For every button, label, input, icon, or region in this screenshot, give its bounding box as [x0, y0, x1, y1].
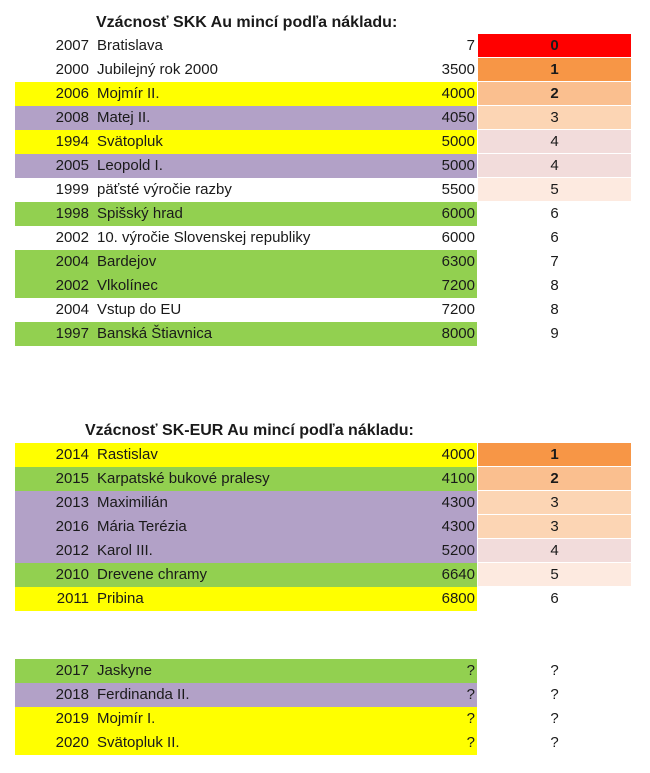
rank-cell: ? — [478, 683, 631, 707]
mintage-cell: 4300 — [441, 494, 475, 511]
table-row — [15, 731, 631, 755]
year-cell: 2020 — [55, 734, 89, 751]
name-cell: Karpatské bukové pralesy — [97, 470, 270, 487]
table-row — [15, 106, 631, 130]
name-cell: Banská Štiavnica — [97, 325, 213, 342]
mintage-cell: 6800 — [441, 590, 475, 607]
name-cell: Ferdinanda II. — [97, 686, 190, 703]
year-cell: 2004 — [55, 253, 89, 270]
year-cell: 2019 — [55, 710, 89, 727]
table-row — [15, 130, 631, 154]
table-row — [15, 250, 631, 274]
name-cell: Leopold I. — [97, 157, 163, 174]
table-row — [15, 34, 631, 58]
rank-cell: 5 — [478, 563, 631, 587]
mintage-cell: 6000 — [441, 229, 475, 246]
mintage-cell: 5000 — [441, 157, 475, 174]
year-cell: 2010 — [55, 566, 89, 583]
mintage-cell: 4050 — [441, 109, 475, 126]
rank-cell: ? — [478, 731, 631, 755]
mintage-cell: 6640 — [441, 566, 475, 583]
table-row — [15, 202, 631, 226]
year-cell: 2013 — [55, 494, 89, 511]
sk-eur-title: Vzácnosť SK-EUR Au mincí podľa nákladu: — [85, 422, 414, 439]
name-cell: päťsté výročie razby — [97, 181, 232, 198]
mintage-cell: 6000 — [441, 205, 475, 222]
year-cell: 2017 — [55, 662, 89, 679]
year-cell: 2015 — [55, 470, 89, 487]
rank-cell: 4 — [478, 539, 631, 563]
mintage-cell: 8000 — [441, 325, 475, 342]
year-cell: 2000 — [55, 61, 89, 78]
rank-cell: 8 — [478, 298, 631, 322]
year-cell: 2005 — [55, 157, 89, 174]
table-row — [15, 82, 631, 106]
mintage-cell: ? — [466, 710, 475, 727]
rank-cell: 3 — [478, 106, 631, 130]
name-cell: Bratislava — [97, 37, 163, 54]
table-row — [15, 178, 631, 202]
mintage-cell: 5200 — [441, 542, 475, 559]
future-table — [15, 659, 631, 755]
rank-cell: 6 — [478, 587, 631, 611]
skk-table — [15, 34, 631, 346]
sk-eur-table — [15, 443, 631, 611]
table-row — [15, 563, 631, 587]
rank-cell: 2 — [478, 82, 631, 106]
table-row — [15, 322, 631, 346]
rank-cell: 3 — [478, 515, 631, 539]
table-row — [15, 154, 631, 178]
table-row — [15, 539, 631, 563]
table-row — [15, 491, 631, 515]
rank-cell: 6 — [478, 202, 631, 226]
table-row — [15, 587, 631, 611]
name-cell: Matej II. — [97, 109, 151, 126]
mintage-cell: 7200 — [441, 301, 475, 318]
name-cell: Karol III. — [97, 542, 153, 559]
year-cell: 2002 — [55, 229, 89, 246]
rank-cell: 1 — [478, 443, 631, 467]
rank-cell: 9 — [478, 322, 631, 346]
rank-cell: 1 — [478, 58, 631, 82]
rank-cell: 5 — [478, 178, 631, 202]
skk-title: Vzácnosť SKK Au mincí podľa nákladu: — [96, 14, 398, 31]
name-cell: Spišský hrad — [97, 205, 183, 222]
name-cell: 10. výročie Slovenskej republiky — [97, 229, 311, 246]
year-cell: 2014 — [55, 446, 89, 463]
rank-cell: 3 — [478, 491, 631, 515]
year-cell: 2011 — [56, 590, 89, 607]
mintage-cell: 6300 — [441, 253, 475, 270]
rank-cell: 2 — [478, 467, 631, 491]
year-cell: 1998 — [55, 205, 89, 222]
table-row — [15, 683, 631, 707]
name-cell: Jubilejný rok 2000 — [97, 61, 218, 78]
table-row — [15, 443, 631, 467]
name-cell: Vlkolínec — [97, 277, 158, 294]
year-cell: 1997 — [55, 325, 89, 342]
table-row — [15, 707, 631, 731]
mintage-cell: 7200 — [441, 277, 475, 294]
year-cell: 2016 — [55, 518, 89, 535]
name-cell: Maximilián — [97, 494, 168, 511]
mintage-cell: ? — [466, 734, 475, 751]
year-cell: 2012 — [55, 542, 89, 559]
mintage-cell: 4000 — [441, 85, 475, 102]
rank-cell: 4 — [478, 154, 631, 178]
year-cell: 1994 — [55, 133, 89, 150]
table-row — [15, 298, 631, 322]
name-cell: Mojmír I. — [97, 710, 156, 727]
table-row — [15, 226, 631, 250]
year-cell: 2018 — [55, 686, 89, 703]
year-cell: 2006 — [55, 85, 89, 102]
year-cell: 2007 — [55, 37, 89, 54]
mintage-cell: ? — [466, 686, 475, 703]
mintage-cell: 4100 — [441, 470, 475, 487]
year-cell: 2004 — [55, 301, 89, 318]
name-cell: Rastislav — [97, 446, 158, 463]
name-cell: Pribina — [97, 590, 144, 607]
name-cell: Svätopluk II. — [97, 734, 180, 751]
mintage-cell: 4000 — [441, 446, 475, 463]
year-cell: 2008 — [55, 109, 89, 126]
name-cell: Bardejov — [97, 253, 157, 270]
mintage-cell: 4300 — [441, 518, 475, 535]
table-row — [15, 467, 631, 491]
mintage-cell: 7 — [466, 37, 475, 54]
name-cell: Svätopluk — [97, 133, 163, 150]
rank-cell: 4 — [478, 130, 631, 154]
rank-cell: 6 — [478, 226, 631, 250]
rank-cell: 7 — [478, 250, 631, 274]
mintage-cell: ? — [466, 662, 475, 679]
name-cell: Jaskyne — [97, 662, 153, 679]
mintage-cell: 5500 — [441, 181, 475, 198]
name-cell: Mojmír II. — [97, 85, 160, 102]
rank-cell: ? — [478, 707, 631, 731]
rank-cell: 0 — [478, 34, 631, 58]
mintage-cell: 5000 — [441, 133, 475, 150]
table-row — [15, 515, 631, 539]
table-row — [15, 58, 631, 82]
name-cell: Mária Terézia — [97, 518, 187, 535]
name-cell: Drevene chramy — [97, 566, 208, 583]
name-cell: Vstup do EU — [97, 301, 182, 318]
mintage-cell: 3500 — [441, 61, 475, 78]
year-cell: 1999 — [55, 181, 89, 198]
year-cell: 2002 — [55, 277, 89, 294]
rank-cell: ? — [478, 659, 631, 683]
table-row — [15, 659, 631, 683]
rank-cell: 8 — [478, 274, 631, 298]
table-row — [15, 274, 631, 298]
